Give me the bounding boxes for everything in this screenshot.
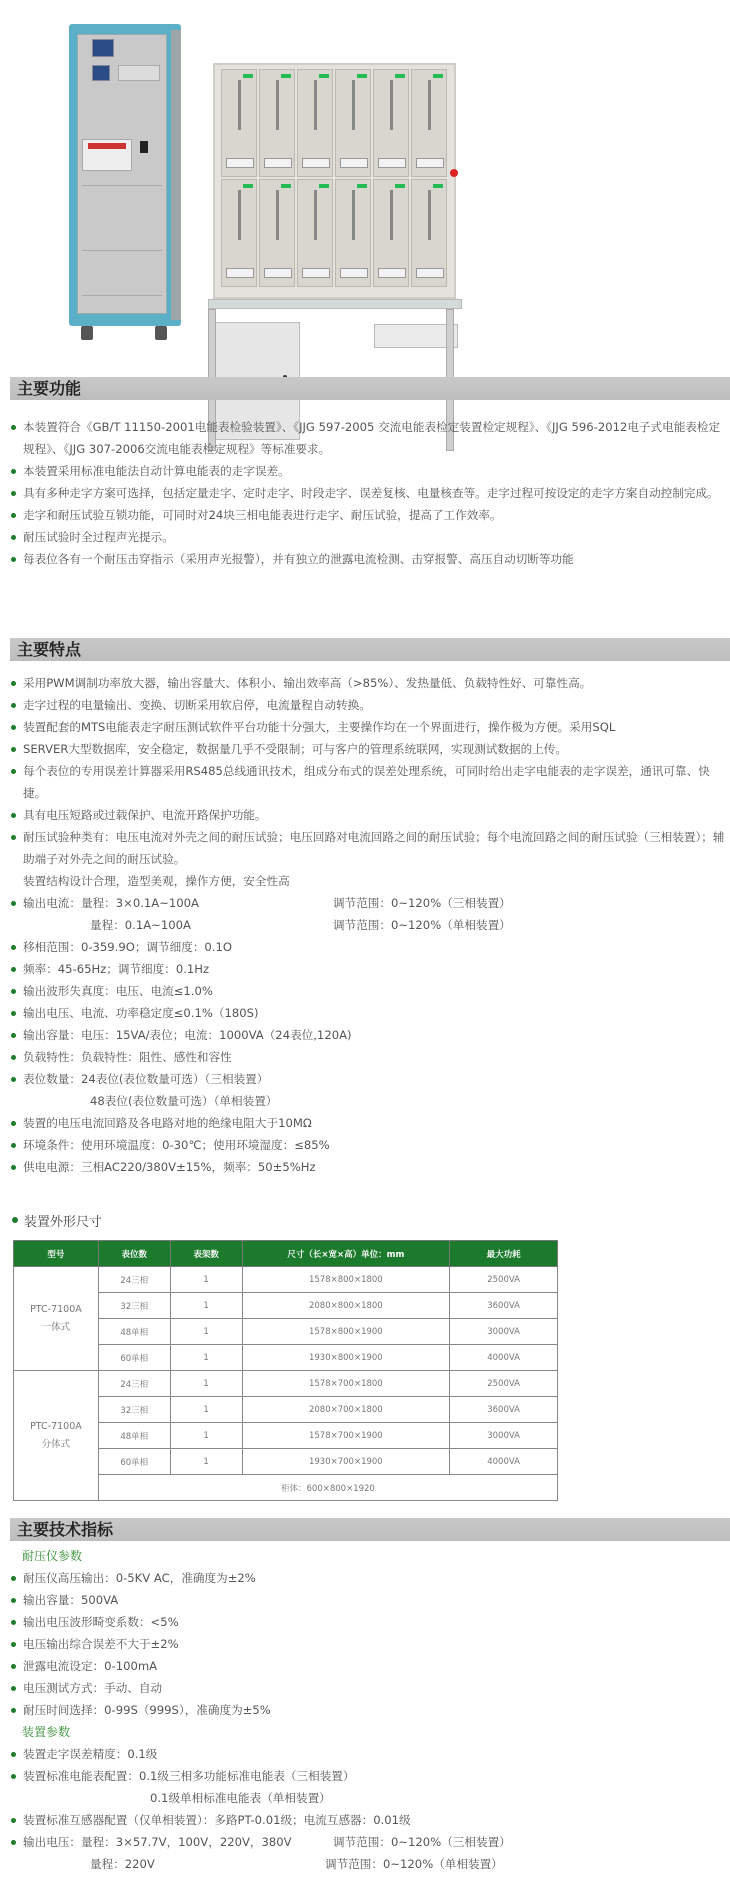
list-item: 装置的电压电流回路及各电路对地的绝缘电阻大于10MΩ [10, 1112, 725, 1134]
list-item: 泄露电流设定：0-100mA [10, 1655, 725, 1677]
list-item: 供电电源：三相AC220/380V±15%，频率：50±5%Hz [10, 1156, 725, 1178]
table-row: PTC-7100A 一体式 24三相 1 1578×800×1800 2500VA [14, 1267, 558, 1293]
positions-line-1: 表位数量：24表位(表位数量可选）（三相装置） [10, 1068, 725, 1090]
list-item: 输出容量：500VA [10, 1589, 725, 1611]
control-cabinet [69, 24, 181, 326]
meter-config-line-2: 0.1级单相标准电能表（单相装置） [150, 1791, 331, 1805]
voltage-output-range-2: 调节范围：0~120%（单相装置） [325, 1857, 503, 1871]
section-title-tech: 主要技术指标 [10, 1518, 730, 1541]
model-cell: PTC-7100A 分体式 [14, 1371, 99, 1501]
dimensions-label: 装置外形尺寸 [10, 1211, 102, 1230]
list-item: 本装置采用标准电能法自动计算电能表的走字误差。 [10, 460, 725, 482]
table-row: 48单相 1 1578×800×1900 3000VA [14, 1319, 558, 1345]
current-output-range-2: 调节范围：0~120%（单相装置） [333, 918, 511, 932]
cabinet-size-cell: 柜体：600×800×1920 [98, 1475, 557, 1501]
list-item: 具有电压短路或过载保护、电流开路保护功能。 [10, 804, 725, 826]
subtitle-hipot: 耐压仪参数 [22, 1549, 83, 1563]
voltage-output-label: 输出电压：量程：3×57.7V，100V，220V，380V [23, 1835, 292, 1849]
list-item: 环境条件：使用环境温度：0-30℃；使用环境湿度：≤85% [10, 1134, 725, 1156]
list-item: 输出波形失真度：电压、电流≤1.0% [10, 980, 725, 1002]
table-row: 60单相 1 1930×800×1900 4000VA [14, 1345, 558, 1371]
list-item: 每个表位的专用误差计算器采用RS485总线通讯技术，组成分布式的误差处理系统，可同时给出走字电能表的走字误差，通讯可靠、快捷。 [10, 760, 725, 804]
list-item: 具有多种走字方案可选择，包括定量走字、定时走字、时段走字、误差复核、电量核查等。走字过程可按设定的走字方案自动控制完成。 [10, 482, 725, 504]
model-cell: PTC-7100A 一体式 [14, 1267, 99, 1371]
col-header: 最大功耗 [450, 1241, 558, 1267]
list-item: 装置标准互感器配置（仅单相装置）：多路PT-0.01级；电流互感器：0.01级 [10, 1809, 725, 1831]
tech-list [10, 1545, 725, 1875]
voltage-output-item-2 [10, 1853, 725, 1875]
features-list [10, 672, 725, 1178]
list-item: 输出电压、电流、功率稳定度≤0.1%（180S) [10, 1002, 725, 1024]
list-item: 采用PWM调制功率放大器，输出容量大、体积小、输出效率高（>85%）、发热量低、负载特性好、可靠性高。 [10, 672, 725, 694]
list-item: 每表位各有一个耐压击穿指示（采用声光报警），并有独立的泄露电流检测、击穿报警、高压自动切断等功能 [10, 548, 725, 570]
table-row: 48单相 1 1578×700×1900 3000VA [14, 1423, 558, 1449]
table-row: PTC-7100A 分体式 24三相 1 1578×700×1800 2500VA [14, 1371, 558, 1397]
list-item: 装置配套的MTS电能表走字耐压测试软件平台功能十分强大，主要操作均在一个界面进行，操作极为方便。采用SQL [10, 716, 725, 738]
list-item: 耐压仪高压输出：0-5KV AC，准确度为±2% [10, 1567, 725, 1589]
bench-top [208, 299, 462, 309]
current-output-label: 输出电流：量程：3×0.1A~100A [23, 896, 199, 910]
list-item: 走字和耐压试验互锁功能，可同时对24块三相电能表进行走字、耐压试验，提高了工作效率。 [10, 504, 725, 526]
list-item: SERVER大型数据库，安全稳定，数据量几乎不受限制；可与客户的管理系统联网，实现测试数据的上传。 [10, 738, 725, 760]
list-item: 走字过程的电量输出、变换、切断采用软启停，电流量程自动转换。 [10, 694, 725, 716]
voltage-output-label-2: 量程：220V [90, 1857, 155, 1871]
list-item: 装置走字误差精度：0.1级 [10, 1743, 725, 1765]
table-row: 32三相 1 2080×800×1800 3600VA [14, 1293, 558, 1319]
meter-rack-board [213, 63, 456, 299]
positions-line-2: 48表位(表位数量可选）（单相装置） [90, 1094, 278, 1108]
functions-list [10, 416, 725, 570]
col-header: 型号 [14, 1241, 99, 1267]
section-title-functions: 主要功能 [10, 377, 730, 400]
table-row: 32三相 1 2080×700×1800 3600VA [14, 1397, 558, 1423]
current-output-item [10, 892, 725, 914]
plain-line: 装置结构设计合理，造型美观，操作方便，安全性高 [23, 874, 290, 888]
list-item: 装置标准电能表配置：0.1级三相多功能标准电能表（三相装置） [10, 1765, 725, 1787]
list-item: 耐压试验时全过程声光提示。 [10, 526, 725, 548]
section-title-features: 主要特点 [10, 638, 730, 661]
list-item: 本装置符合《GB/T 11150-2001电能表检验装置》、《JJG 597-2005 交流电能表检定装置检定规程》、《JJG 596-2012电子式电能表检定规程》、《JJG 307-2006交流电能表检定规程》等标准要求。 [10, 416, 725, 460]
col-header: 尺寸（长×宽×高）单位：mm [242, 1241, 450, 1267]
list-item: 电压输出综合误差不大于±2% [10, 1633, 725, 1655]
subtitle-device: 装置参数 [22, 1725, 71, 1739]
current-output-label-2: 量程：0.1A~100A [90, 918, 191, 932]
list-item: 移相范围：0-359.9O；调节细度：0.1O [10, 936, 725, 958]
voltage-output-item [10, 1831, 725, 1853]
col-header: 表位数 [98, 1241, 170, 1267]
list-item: 频率：45-65Hz；调节细度：0.1Hz [10, 958, 725, 980]
product-image [0, 0, 730, 372]
current-output-item-2 [10, 914, 725, 936]
list-item: 负载特性：负载特性：阻性、感性和容性 [10, 1046, 725, 1068]
dimensions-table [13, 1240, 558, 1501]
col-header: 表架数 [170, 1241, 242, 1267]
list-item: 耐压试验种类有：电压电流对外壳之间的耐压试验；电压回路对电流回路之间的耐压试验；每个电流回路之间的耐压试验（三相装置）；辅助端子对外壳之间的耐压试验。 [10, 826, 725, 870]
list-item: 电压测试方式：手动、自动 [10, 1677, 725, 1699]
voltage-output-range: 调节范围：0~120%（三相装置） [333, 1835, 511, 1849]
list-item: 输出电压波形畸变系数：<5% [10, 1611, 725, 1633]
table-row: 60单相 1 1930×700×1900 4000VA [14, 1449, 558, 1475]
list-item: 耐压时间选择：0-99S（999S），准确度为±5% [10, 1699, 725, 1721]
current-output-range: 调节范围：0~120%（三相装置） [333, 896, 511, 910]
list-item: 输出容量：电压：15VA/表位；电流：1000VA（24表位,120A) [10, 1024, 725, 1046]
